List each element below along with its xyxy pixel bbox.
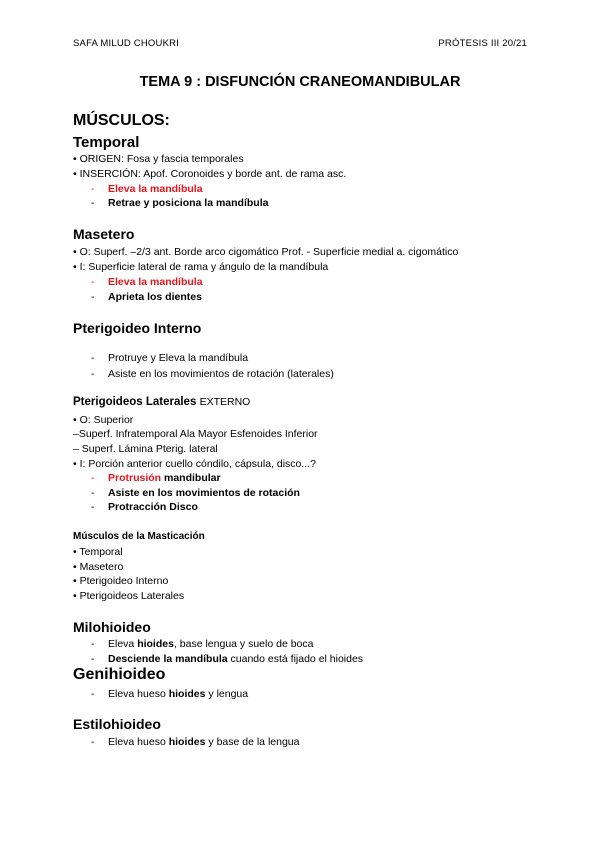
- header-course: PRÓTESIS III 20/21: [438, 38, 527, 49]
- masticacion-item: • Pterigoideo Interno: [73, 575, 169, 587]
- temporal-action-1: Eleva la mandíbula: [108, 183, 203, 195]
- dash: -: [91, 501, 95, 513]
- pterigoideos-laterales-title: Pterigoideos Laterales: [73, 396, 197, 408]
- masticacion-item: • Pterigoideos Laterales: [73, 590, 185, 602]
- page-title: TEMA 9 : DISFUNCIÓN CRANEOMANDIBULAR: [139, 74, 461, 90]
- estilohioideo-heading: Estilohioideo: [73, 716, 161, 732]
- pterigoideo-interno-action-2: Asiste en los movimientos de rotación (laterales): [108, 368, 334, 380]
- dash: -: [91, 352, 95, 364]
- musculos-heading: MÚSCULOS:: [73, 112, 170, 129]
- text-bold-part: hioides: [168, 736, 206, 748]
- masetero-heading: Masetero: [73, 226, 135, 242]
- text-bold-part: hioides: [168, 688, 206, 700]
- masetero-action-1: Eleva la mandíbula: [108, 276, 203, 288]
- dash: -: [91, 487, 95, 499]
- dash: -: [91, 736, 95, 748]
- masticacion-heading: Músculos de la Masticación: [73, 531, 205, 542]
- dash: -: [91, 183, 95, 195]
- dash: -: [91, 197, 95, 209]
- masetero-origen: • O: Superf. –2/3 ant. Borde arco cigomático Prof. - Superficie medial a. cigomático: [73, 246, 459, 258]
- pterigoideos-laterales-superf-2: – Superf. Lámina Pterig. lateral: [73, 443, 218, 455]
- text-bold-part: hioides: [137, 638, 174, 650]
- pterigoideo-interno-heading: Pterigoideo Interno: [73, 320, 202, 336]
- temporal-heading: Temporal: [73, 134, 140, 151]
- pterigoideos-laterales-action-3: Protracción Disco: [108, 501, 198, 513]
- estilohioideo-action-1: [108, 736, 299, 748]
- protrusion-rest: mandibular: [161, 472, 221, 484]
- milohioideo-action-2: [108, 653, 363, 665]
- temporal-origen: • ORIGEN: Fosa y fascia temporales: [73, 153, 244, 165]
- pterigoideos-laterales-origen: • O: Superior: [73, 414, 134, 426]
- pterigoideos-laterales-action-2: Asiste en los movimientos de rotación: [108, 487, 300, 499]
- dash: -: [91, 688, 95, 700]
- text-part: Eleva hueso: [108, 736, 169, 748]
- temporal-action-2: Retrae y posiciona la mandíbula: [108, 197, 269, 209]
- text-part: cuando está fijado el hioides: [227, 653, 364, 665]
- dash: -: [91, 653, 95, 665]
- pterigoideos-laterales-insercion: • I: Porción anterior cuello cóndilo, cápsula, disco...?: [73, 458, 316, 470]
- temporal-insercion: • INSERCIÓN: Apof. Coronoides y borde ant. de rama asc.: [73, 168, 347, 180]
- genihioideo-heading: Genihioideo: [73, 666, 166, 683]
- dash: -: [91, 368, 95, 380]
- text-part: Eleva hueso: [108, 688, 169, 700]
- text-bold-part: Desciende la mandíbula: [108, 653, 228, 665]
- milohioideo-action-1: [108, 638, 313, 650]
- pterigoideos-laterales-superf-1: –Superf. Infratemporal Ala Mayor Esfenoides Inferior: [73, 428, 318, 440]
- dash: -: [91, 472, 95, 484]
- milohioideo-heading: Milohioideo: [73, 619, 151, 635]
- dash: -: [91, 291, 95, 303]
- masetero-action-2: Aprieta los dientes: [108, 291, 202, 303]
- pterigoideo-interno-action-1: Protruye y Eleva la mandíbula: [108, 352, 249, 364]
- pterigoideos-laterales-heading: [73, 396, 250, 408]
- text-part: , base lengua y suelo de boca: [173, 638, 314, 650]
- genihioideo-action-1: [108, 688, 248, 700]
- protrusion-label: Protrusión: [108, 472, 162, 484]
- masticacion-item: • Masetero: [73, 561, 124, 573]
- text-part: y lengua: [205, 688, 249, 700]
- pterigoideos-laterales-action-1: [108, 472, 221, 484]
- text-part: y base de la lengua: [205, 736, 300, 748]
- masetero-insercion: • I: Superficie lateral de rama y ángulo de la mandíbula: [73, 261, 329, 273]
- pterigoideos-laterales-suffix: EXTERNO: [199, 396, 251, 408]
- dash: -: [91, 276, 95, 288]
- text-part: Eleva: [108, 638, 138, 650]
- header-author: SAFA MILUD CHOUKRI: [73, 38, 180, 49]
- dash: -: [91, 638, 95, 650]
- masticacion-item: • Temporal: [73, 546, 123, 558]
